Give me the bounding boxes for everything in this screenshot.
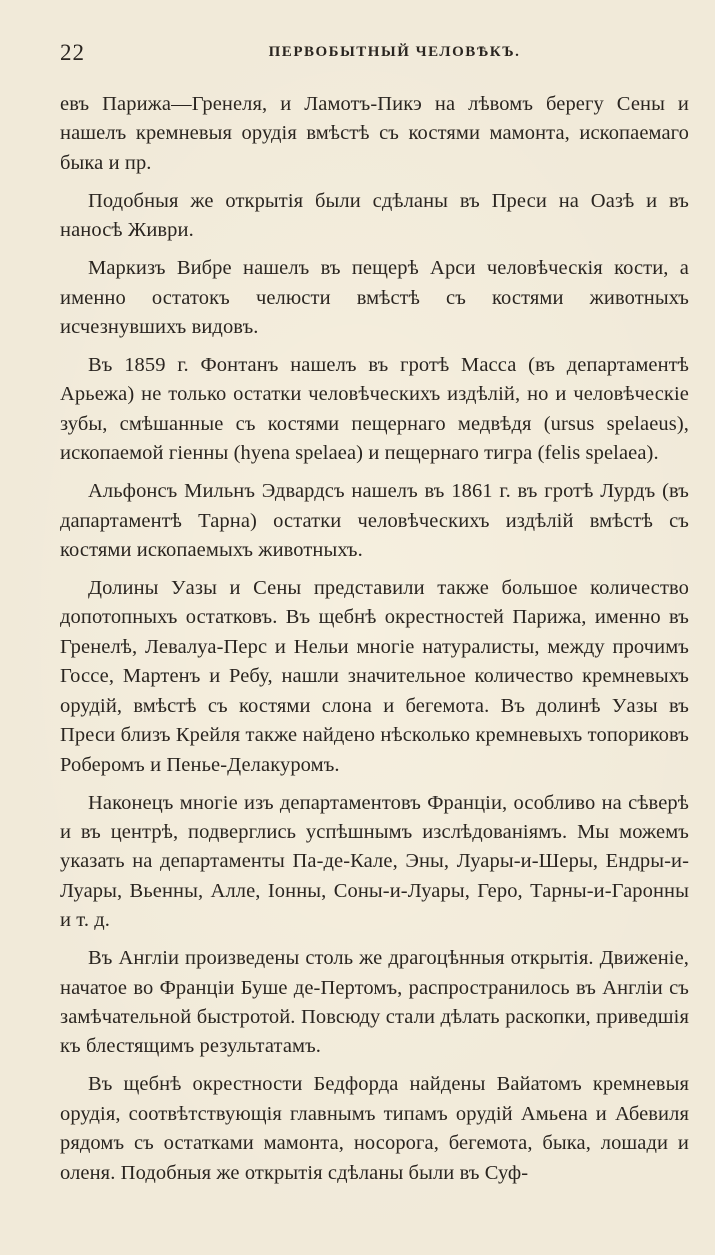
paragraph: Подобныя же открытія были сдѣланы въ Преси на Оазѣ и въ наносѣ Живри. <box>60 189 689 242</box>
paragraph: Въ Англіи произведены столь же драгоцѣнныя открытія. Движеніе, начатое во Франціи Буше де-Пертомъ, распространилось въ Англіи съ замѣчательной быстротой. Повсюду стали дѣлать раскопки, приведшія къ блестящимъ результатамъ. <box>60 947 689 1058</box>
paragraph: Въ 1859 г. Фонтанъ нашелъ въ гротѣ Масса (въ департаментѣ Арьежа) не только остатки человѣческихъ издѣлій, но и человѣческіе зубы, смѣшанные съ костями пещернаго медвѣдя (ursus spelaeus), ископаемой гіенны (hyena spelaea) и пещернаго тигра (felis spelaea). <box>60 354 689 465</box>
body-text <box>60 90 689 1188</box>
paragraph: Долины Уазы и Сены представили также большое количество допотопныхъ остатковъ. Въ щебнѣ окрестностей Парижа, именно въ Гренелѣ, Левалуа-Перс и Нельи многіе натуралисты, между прочимъ Госсе, Мартенъ и Ребу, нашли значительное количество кремневыхъ орудій, вмѣстѣ съ костями слона и бегемота. Въ долинѣ Уазы въ Преси близъ Крейля также найдено нѣсколько кремневыхъ топориковъ Роберомъ и Пенье-Делакуромъ. <box>60 577 689 776</box>
paragraph: Альфонсъ Мильнъ Эдвардсъ нашелъ въ 1861 г. въ гротѣ Лурдъ (въ дапартаментѣ Тарна) остатки человѣческихъ издѣлій вмѣстѣ съ костями ископаемыхъ животныхъ. <box>60 480 689 562</box>
paragraph: Маркизъ Вибре нашелъ въ пещерѣ Арси человѣческія кости, а именно остатокъ челюсти вмѣстѣ съ костями животныхъ исчезнувшихъ видовъ. <box>60 257 689 339</box>
paragraph: Наконецъ многіе изъ департаментовъ Франціи, особливо на сѣверѣ и въ центрѣ, подверглись успѣшнымъ изслѣдованіямъ. Мы можемъ указать на департаменты Па-де-Кале, Эны, Луары-и-Шеры, Ендры-и-Луары, Вьенны, Алле, Іонны, Соны-и-Луары, Геро, Тарны-и-Гаронны и т. д. <box>60 791 689 932</box>
paragraph: евъ Парижа—Гренеля, и Ламотъ-Пикэ на лѣвомъ берегу Сены и нашелъ кремневыя орудія вмѣстѣ съ костями мамонта, ископаемаго быка и пр. <box>60 93 689 174</box>
page-header <box>60 36 689 72</box>
page-number: 22 <box>60 40 85 65</box>
paragraph: Въ щебнѣ окрестности Бедфорда найдены Вайатомъ кремневыя орудія, соотвѣтствующія главнымъ типамъ орудій Амьена и Абевиля рядомъ съ остатками мамонта, носорога, бегемота, быка, лошади и оленя. Подобныя же открытія сдѣланы были въ Суф- <box>60 1073 689 1184</box>
running-title: ПЕРВОБЫТНЫЙ ЧЕЛОВѢКЪ. <box>268 44 521 60</box>
